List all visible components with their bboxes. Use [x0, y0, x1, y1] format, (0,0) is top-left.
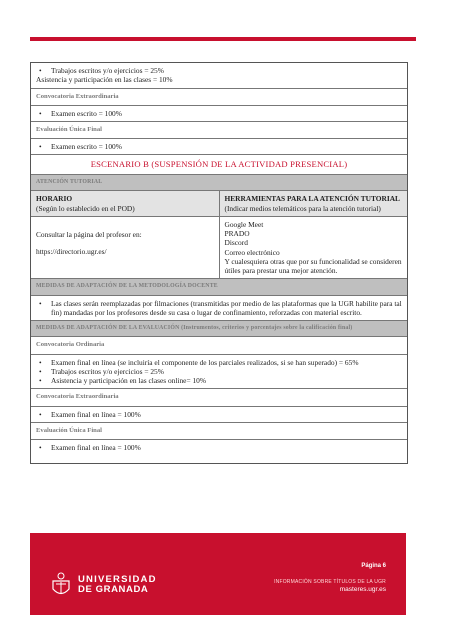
herramientas-content [220, 217, 408, 279]
conv-extraordinaria-heading-2: Convocatoria Extraordinaria [31, 389, 407, 406]
metodologia-block [31, 296, 407, 322]
horario-subtitle: (Según lo establecido en el POD) [36, 203, 135, 213]
conv-extraordinaria-block [31, 106, 407, 122]
crest-icon [50, 571, 72, 599]
attendance-text: Asistencia y participación en las clases = 10% [36, 75, 173, 85]
eval-unica-block-2 [31, 440, 407, 463]
horario-content [31, 217, 220, 279]
consult-text: Consultar la página del profesor en: [36, 229, 142, 239]
list-item: • Examen escrito = 100% [51, 142, 402, 151]
top-evaluation-block [31, 63, 407, 89]
conv-ordinaria-block [31, 355, 407, 390]
list-item: • Examen final en línea = 100% [51, 443, 402, 452]
scenario-title: ESCENARIO B (SUSPENSIÓN DE LA ACTIVIDAD PRESENCIAL) [31, 155, 407, 175]
tutorial-content-row [31, 217, 407, 280]
university-name-line1: UNIVERSIDAD [78, 574, 157, 586]
metodologia-band: MEDIDAS DE ADAPTACIÓN DE LA METODOLOGÍA DOCENTE [31, 279, 407, 295]
list-item: • Trabajos escritos y/o ejercicios = 25% [51, 367, 402, 376]
guide-table [30, 62, 408, 464]
footer-subtitle: INFORMACIÓN SOBRE TÍTULOS DE LA UGR [274, 579, 386, 585]
page-number: Página 6 [361, 563, 386, 569]
tool-prado: PRADO [224, 229, 250, 239]
atencion-tutorial-band: ATENCIÓN TUTORIAL [31, 175, 407, 191]
footer-banner [30, 533, 406, 615]
list-item: • Examen final en línea = 100% [51, 410, 402, 419]
herramientas-subtitle: (Indicar medios telemáticos para la atención tutorial) [224, 203, 381, 213]
list-item: • Examen escrito = 100% [51, 109, 402, 118]
university-name-line2: DE GRANADA [78, 584, 149, 595]
list-item: • Las clases serán reemplazadas por filmaciones (transmitidas por medio de las plataformas que la UGR habilite para tal fin) mandadas por los profesores desde su casa o lugar de confinamiento, reforzadas con material escrito. [51, 299, 402, 318]
tools-extra-text: Y cualesquiera otras que por su funcionalidad se consideren útiles para prestar una mejor atención. [224, 256, 402, 276]
tool-discord: Discord [224, 238, 248, 248]
conv-extraordinaria-block-2 [31, 407, 407, 423]
tool-email: Correo electrónico [224, 247, 280, 257]
list-item: • Trabajos escritos y/o ejercicios = 25% [51, 66, 402, 75]
eval-unica-block [31, 139, 407, 155]
university-logo [50, 571, 157, 599]
horario-header [31, 191, 220, 216]
eval-unica-heading-2: Evaluación Única Final [31, 423, 407, 440]
tool-google-meet: Google Meet [224, 219, 264, 229]
tutorial-header-row [31, 191, 407, 217]
top-red-rule [30, 37, 416, 41]
list-item: • Asistencia y participación en las clases online= 10% [51, 376, 402, 385]
evaluacion-band: MEDIDAS DE ADAPTACIÓN DE LA EVALUACIÓN (Instrumentos, criterios y porcentajes sobre la calificación final) [31, 321, 407, 337]
conv-ordinaria-heading: Convocatoria Ordinaria [31, 337, 407, 354]
conv-extraordinaria-heading: Convocatoria Extraordinaria [31, 89, 407, 106]
list-item: • Examen final en línea (se incluiría el componente de los parciales realizados, si se han superado) = 65% [51, 358, 402, 367]
directory-link[interactable]: https://directorio.ugr.es/ [36, 247, 107, 257]
eval-unica-heading: Evaluación Única Final [31, 122, 407, 139]
herramientas-title: HERRAMIENTAS PARA LA ATENCIÓN TUTORIAL [224, 194, 400, 204]
footer-site[interactable]: masteres.ugr.es [339, 586, 386, 593]
horario-title: HORARIO [36, 194, 73, 204]
herramientas-header [220, 191, 408, 216]
